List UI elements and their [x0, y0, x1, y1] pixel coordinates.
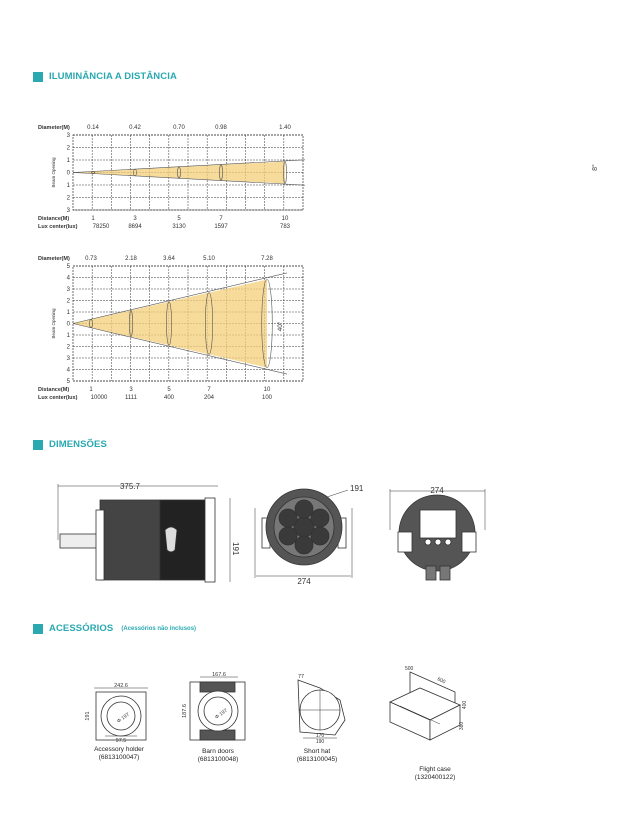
diameter-value: 2.18: [125, 256, 137, 262]
y-tick-label: 1: [66, 310, 70, 316]
distance-value: 7: [219, 216, 223, 222]
distance-row-label: Distance(M): [38, 387, 70, 393]
lux-value: 783: [279, 224, 291, 230]
y-tick-label: 0: [66, 321, 70, 328]
accessory-dim-label: Φ 197: [116, 711, 131, 725]
section-accessories-header: [33, 623, 196, 634]
beam-angle-label: 40°: [277, 321, 284, 332]
lux-value: 10000: [90, 395, 108, 401]
lux-value: 100: [261, 395, 273, 401]
lux-value: 204: [203, 395, 215, 401]
section-marker-icon: [33, 72, 43, 82]
lux-value: 400: [163, 395, 175, 401]
front-diameter-label: 191: [350, 484, 364, 493]
distance-value: 1: [91, 216, 95, 222]
accessory-holder-drawing: [94, 688, 148, 740]
diameter-value: 1.40: [279, 125, 291, 131]
accessory-drawings: [0, 660, 632, 745]
axis-label: Beam Opening: [51, 308, 56, 339]
diameter-value: 0.98: [215, 125, 227, 131]
accessory-dim-label: 170: [315, 733, 325, 739]
accessory-code: (6813100048): [197, 756, 239, 763]
distance-value: 10: [281, 216, 289, 222]
lux-row-label: Lux center(lux): [38, 224, 78, 230]
accessory-dim-label: Φ 197: [214, 707, 229, 721]
short-hat-drawing: [298, 680, 345, 738]
section-title: ILUMINÂNCIA A DISTÂNCIA: [49, 71, 177, 82]
short-hat-caption: [272, 748, 362, 764]
y-tick-label: 3: [66, 133, 70, 139]
y-tick-label: 3: [66, 208, 70, 214]
distance-value: 7: [207, 387, 211, 393]
accessory-dim-label: 500: [405, 666, 414, 672]
y-tick-label: 2: [66, 195, 70, 202]
section-title: DIMENSÕES: [49, 439, 107, 450]
distance-value: 10: [263, 387, 271, 393]
beam-chart-40deg: [35, 250, 325, 410]
lux-value: 3130: [172, 224, 186, 230]
beam-cone: [73, 162, 285, 184]
accessory-dim-label: 190: [315, 739, 325, 745]
distance-value: 3: [133, 216, 137, 222]
accessory-dim-label: 400: [462, 700, 468, 710]
dimension-drawings: [0, 470, 632, 600]
y-tick-label: 5: [66, 379, 70, 385]
accessory-dim-label: 97.5: [115, 738, 127, 744]
lux-row-label: Lux center(lux): [38, 395, 78, 401]
accessory-name: Barn doors: [202, 748, 234, 755]
y-tick-label: 1: [66, 333, 70, 339]
side-beam-note: 8°: [591, 164, 599, 171]
y-tick-label: 4: [66, 275, 70, 282]
y-tick-label: 5: [66, 264, 70, 270]
diameter-value: 0.14: [87, 125, 99, 131]
diameter-value: 5.10: [203, 256, 215, 262]
y-tick-label: 1: [66, 158, 70, 164]
flight-case-drawing: [390, 672, 460, 740]
distance-value: 1: [89, 387, 93, 393]
accessory-dim-label: 600: [436, 676, 447, 686]
diameter-value: 0.42: [129, 125, 141, 131]
lux-value: 1597: [214, 224, 228, 230]
barn-doors-caption: [173, 748, 263, 764]
lux-value: 78250: [92, 224, 110, 230]
diameter-value: 0.73: [85, 256, 97, 262]
lux-value: 1111: [124, 395, 138, 401]
distance-value: 5: [167, 387, 171, 393]
accessory-name: Short hat: [303, 748, 331, 755]
y-tick-label: 2: [66, 298, 70, 305]
y-tick-label: 1: [66, 183, 70, 189]
diameter-row-label: Diameter(M): [38, 256, 70, 262]
section-title: ACESSÓRIOS: [49, 623, 114, 634]
accessory-dim-label: 380: [459, 721, 465, 731]
y-tick-label: 0: [66, 170, 70, 177]
side-height-label: 191: [231, 542, 240, 556]
diameter-value: 7.28: [261, 256, 273, 262]
side-length-label: 375.7: [119, 482, 141, 491]
diameter-value: 0.70: [173, 125, 185, 131]
accessory-code: (6813100045): [296, 756, 338, 763]
distance-value: 5: [177, 216, 181, 222]
y-tick-label: 3: [66, 356, 70, 362]
y-tick-label: 4: [66, 367, 70, 374]
back-width-label: 274: [430, 486, 444, 495]
axis-label: Beam Opening: [51, 157, 56, 188]
accessory-dim-label: 167.6: [212, 672, 226, 678]
barn-doors-drawing: [190, 677, 245, 740]
lux-value: 8694: [128, 224, 142, 230]
flight-case-caption: [390, 766, 480, 782]
front-view-drawing: [255, 489, 352, 578]
distance-row-label: Distance(M): [38, 216, 70, 222]
section-dimensions-header: [33, 439, 107, 450]
beam-cone: [73, 280, 267, 368]
y-tick-label: 2: [66, 145, 70, 152]
accessory-name: Flight case: [419, 766, 451, 773]
diameter-row-label: Diameter(M): [38, 125, 70, 131]
side-view-drawing: [58, 484, 230, 582]
back-view-drawing: [390, 489, 485, 580]
section-marker-icon: [33, 624, 43, 634]
accessory-dim-label: 77: [298, 674, 305, 680]
accessory-dim-label: 242.6: [114, 683, 128, 689]
accessory-holder-caption: [74, 746, 164, 762]
front-width-label: 274: [297, 577, 311, 586]
section-subtitle: (Acessórios não inclusos): [121, 625, 197, 632]
distance-value: 3: [129, 387, 133, 393]
diameter-value: 3.64: [163, 256, 175, 262]
y-tick-label: 2: [66, 344, 70, 351]
accessory-name: Accessory holder: [94, 746, 144, 753]
section-marker-icon: [33, 440, 43, 450]
accessory-dim-label: 187.6: [182, 704, 188, 718]
accessory-code: (1320400122): [414, 774, 456, 781]
accessory-dim-label: 191: [85, 711, 91, 721]
section-illuminance-header: [33, 71, 177, 82]
beam-chart-8deg: [35, 118, 325, 238]
accessory-code: (6813100047): [98, 754, 140, 761]
y-tick-label: 3: [66, 287, 70, 293]
